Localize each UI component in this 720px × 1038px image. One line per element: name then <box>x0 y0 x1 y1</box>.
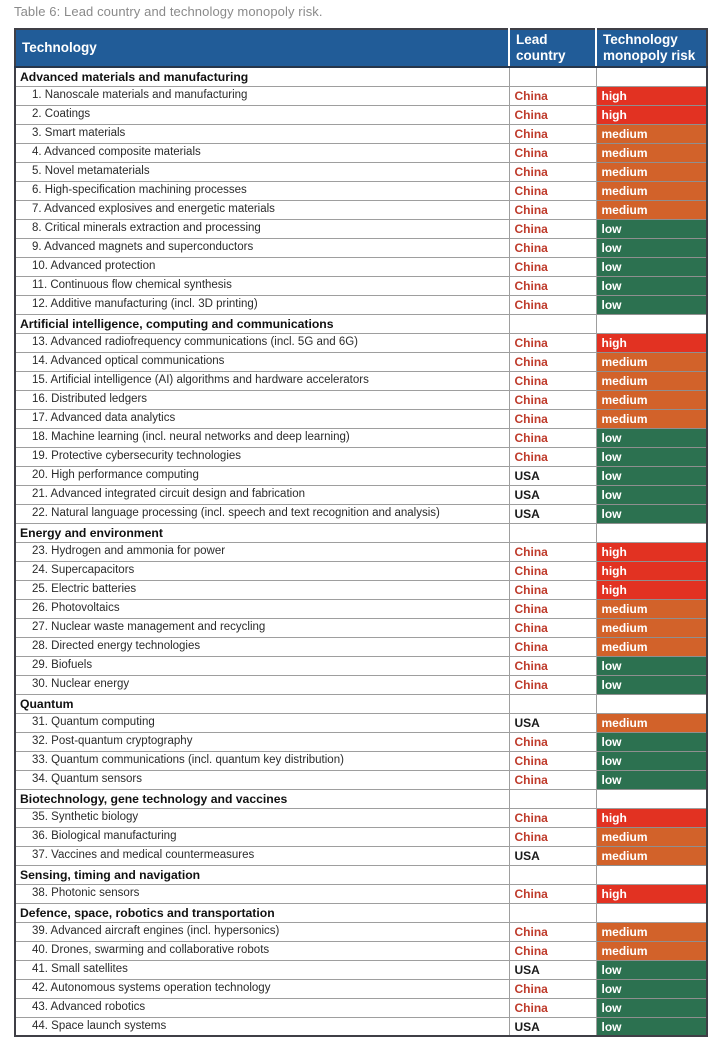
section-risk-empty-cell <box>596 67 707 86</box>
risk-cell: low <box>596 257 707 276</box>
table-row <box>15 466 707 485</box>
risk-cell: low <box>596 295 707 314</box>
table-row <box>15 713 707 732</box>
section-row <box>15 523 707 542</box>
table-row <box>15 675 707 694</box>
technology-cell: 6. High-specification machining processes <box>15 181 509 200</box>
technology-cell: 5. Novel metamaterials <box>15 162 509 181</box>
technology-cell: 21. Advanced integrated circuit design and fabrication <box>15 485 509 504</box>
technology-cell: 11. Continuous flow chemical synthesis <box>15 276 509 295</box>
lead-country-cell: China <box>509 561 596 580</box>
lead-country-cell: China <box>509 333 596 352</box>
table-row <box>15 827 707 846</box>
risk-cell: medium <box>596 352 707 371</box>
risk-cell: medium <box>596 181 707 200</box>
table-row <box>15 637 707 656</box>
lead-country-cell: China <box>509 618 596 637</box>
section-title: Sensing, timing and navigation <box>15 865 509 884</box>
table-row <box>15 295 707 314</box>
technology-cell: 31. Quantum computing <box>15 713 509 732</box>
technology-cell: 43. Advanced robotics <box>15 998 509 1017</box>
table-row <box>15 846 707 865</box>
risk-cell: medium <box>596 827 707 846</box>
table-row <box>15 276 707 295</box>
risk-cell: low <box>596 447 707 466</box>
technology-cell: 41. Small satellites <box>15 960 509 979</box>
section-row <box>15 67 707 86</box>
table-caption: Table 6: Lead country and technology monopoly risk. <box>14 4 323 19</box>
technology-cell: 30. Nuclear energy <box>15 675 509 694</box>
lead-country-cell: China <box>509 428 596 447</box>
technology-cell: 40. Drones, swarming and collaborative robots <box>15 941 509 960</box>
lead-country-cell: USA <box>509 960 596 979</box>
risk-cell: high <box>596 808 707 827</box>
table-row <box>15 808 707 827</box>
table-row <box>15 618 707 637</box>
risk-cell: high <box>596 561 707 580</box>
technology-cell: 2. Coatings <box>15 105 509 124</box>
risk-cell: low <box>596 656 707 675</box>
table-row <box>15 162 707 181</box>
section-country-empty-cell <box>509 67 596 86</box>
lead-country-cell: China <box>509 295 596 314</box>
risk-cell: low <box>596 428 707 447</box>
section-title: Artificial intelligence, computing and communications <box>15 314 509 333</box>
table-row <box>15 656 707 675</box>
lead-country-cell: China <box>509 941 596 960</box>
lead-country-cell: China <box>509 181 596 200</box>
table-row <box>15 333 707 352</box>
lead-country-cell: China <box>509 352 596 371</box>
risk-cell: low <box>596 998 707 1017</box>
section-country-empty-cell <box>509 865 596 884</box>
lead-country-cell: China <box>509 998 596 1017</box>
technology-cell: 33. Quantum communications (incl. quantum key distribution) <box>15 751 509 770</box>
technology-cell: 29. Biofuels <box>15 656 509 675</box>
table-row <box>15 352 707 371</box>
technology-cell: 25. Electric batteries <box>15 580 509 599</box>
technology-cell: 4. Advanced composite materials <box>15 143 509 162</box>
risk-cell: low <box>596 1017 707 1036</box>
risk-cell: medium <box>596 922 707 941</box>
risk-cell: medium <box>596 124 707 143</box>
section-row <box>15 694 707 713</box>
technology-cell: 24. Supercapacitors <box>15 561 509 580</box>
lead-country-cell: USA <box>509 485 596 504</box>
table-row <box>15 732 707 751</box>
risk-cell: low <box>596 485 707 504</box>
technology-cell: 20. High performance computing <box>15 466 509 485</box>
table-body <box>15 67 707 1036</box>
lead-country-cell: China <box>509 599 596 618</box>
risk-cell: medium <box>596 618 707 637</box>
technology-cell: 15. Artificial intelligence (AI) algorithms and hardware accelerators <box>15 371 509 390</box>
table-row <box>15 200 707 219</box>
risk-cell: medium <box>596 200 707 219</box>
technology-cell: 26. Photovoltaics <box>15 599 509 618</box>
technology-cell: 28. Directed energy technologies <box>15 637 509 656</box>
risk-cell: high <box>596 86 707 105</box>
lead-country-cell: China <box>509 124 596 143</box>
section-risk-empty-cell <box>596 865 707 884</box>
lead-country-cell: China <box>509 276 596 295</box>
lead-country-cell: China <box>509 162 596 181</box>
risk-cell: medium <box>596 599 707 618</box>
technology-cell: 19. Protective cybersecurity technologies <box>15 447 509 466</box>
header-monopoly-risk: Technology monopoly risk <box>596 29 707 67</box>
section-title: Defence, space, robotics and transportation <box>15 903 509 922</box>
lead-country-cell: China <box>509 770 596 789</box>
technology-cell: 7. Advanced explosives and energetic materials <box>15 200 509 219</box>
table-header <box>15 29 707 67</box>
section-risk-empty-cell <box>596 523 707 542</box>
header-row <box>15 29 707 67</box>
technology-cell: 38. Photonic sensors <box>15 884 509 903</box>
table-row <box>15 447 707 466</box>
table-row <box>15 238 707 257</box>
risk-cell: high <box>596 542 707 561</box>
lead-country-cell: China <box>509 219 596 238</box>
risk-cell: medium <box>596 162 707 181</box>
technology-cell: 12. Additive manufacturing (incl. 3D printing) <box>15 295 509 314</box>
risk-cell: low <box>596 238 707 257</box>
risk-cell: high <box>596 884 707 903</box>
technology-cell: 39. Advanced aircraft engines (incl. hypersonics) <box>15 922 509 941</box>
lead-country-cell: China <box>509 390 596 409</box>
risk-cell: low <box>596 770 707 789</box>
table-row <box>15 979 707 998</box>
technology-cell: 9. Advanced magnets and superconductors <box>15 238 509 257</box>
risk-cell: high <box>596 105 707 124</box>
table-row <box>15 599 707 618</box>
section-risk-empty-cell <box>596 694 707 713</box>
table-row <box>15 105 707 124</box>
technology-cell: 14. Advanced optical communications <box>15 352 509 371</box>
section-country-empty-cell <box>509 694 596 713</box>
table-row <box>15 542 707 561</box>
risk-cell: low <box>596 732 707 751</box>
table-row <box>15 884 707 903</box>
table-row <box>15 580 707 599</box>
section-country-empty-cell <box>509 789 596 808</box>
technology-cell: 17. Advanced data analytics <box>15 409 509 428</box>
lead-country-cell: China <box>509 200 596 219</box>
section-row <box>15 789 707 808</box>
table-row <box>15 181 707 200</box>
lead-country-cell: China <box>509 105 596 124</box>
lead-country-cell: China <box>509 675 596 694</box>
risk-cell: low <box>596 504 707 523</box>
table-row <box>15 86 707 105</box>
table-row <box>15 219 707 238</box>
lead-country-cell: China <box>509 238 596 257</box>
table-row <box>15 143 707 162</box>
header-lead-country: Lead country <box>509 29 596 67</box>
technology-cell: 36. Biological manufacturing <box>15 827 509 846</box>
technology-cell: 22. Natural language processing (incl. speech and text recognition and analysis) <box>15 504 509 523</box>
technology-cell: 27. Nuclear waste management and recycling <box>15 618 509 637</box>
risk-cell: low <box>596 276 707 295</box>
risk-cell: medium <box>596 713 707 732</box>
lead-country-cell: China <box>509 86 596 105</box>
section-row <box>15 865 707 884</box>
lead-country-cell: China <box>509 257 596 276</box>
table-row <box>15 998 707 1017</box>
risk-cell: low <box>596 960 707 979</box>
section-risk-empty-cell <box>596 314 707 333</box>
section-title: Biotechnology, gene technology and vaccines <box>15 789 509 808</box>
technology-cell: 13. Advanced radiofrequency communications (incl. 5G and 6G) <box>15 333 509 352</box>
header-technology: Technology <box>15 29 509 67</box>
table-row <box>15 960 707 979</box>
table-row <box>15 409 707 428</box>
section-title: Energy and environment <box>15 523 509 542</box>
table-row <box>15 257 707 276</box>
lead-country-cell: China <box>509 884 596 903</box>
lead-country-cell: China <box>509 580 596 599</box>
lead-country-cell: China <box>509 732 596 751</box>
lead-country-cell: China <box>509 979 596 998</box>
risk-cell: low <box>596 979 707 998</box>
section-title: Quantum <box>15 694 509 713</box>
risk-cell: low <box>596 751 707 770</box>
section-country-empty-cell <box>509 523 596 542</box>
section-title: Advanced materials and manufacturing <box>15 67 509 86</box>
lead-country-cell: USA <box>509 1017 596 1036</box>
technology-cell: 3. Smart materials <box>15 124 509 143</box>
lead-country-cell: China <box>509 827 596 846</box>
risk-cell: medium <box>596 143 707 162</box>
section-country-empty-cell <box>509 903 596 922</box>
risk-cell: medium <box>596 846 707 865</box>
table-row <box>15 941 707 960</box>
technology-cell: 44. Space launch systems <box>15 1017 509 1036</box>
section-row <box>15 314 707 333</box>
lead-country-cell: China <box>509 409 596 428</box>
technology-cell: 18. Machine learning (incl. neural networks and deep learning) <box>15 428 509 447</box>
section-risk-empty-cell <box>596 903 707 922</box>
table-row <box>15 428 707 447</box>
technology-cell: 16. Distributed ledgers <box>15 390 509 409</box>
technology-cell: 8. Critical minerals extraction and processing <box>15 219 509 238</box>
lead-country-cell: China <box>509 371 596 390</box>
table-row <box>15 561 707 580</box>
technology-cell: 10. Advanced protection <box>15 257 509 276</box>
lead-country-cell: China <box>509 542 596 561</box>
monopoly-risk-table <box>14 28 708 1037</box>
lead-country-cell: China <box>509 656 596 675</box>
risk-cell: medium <box>596 637 707 656</box>
table-row <box>15 124 707 143</box>
risk-cell: low <box>596 466 707 485</box>
section-risk-empty-cell <box>596 789 707 808</box>
risk-cell: high <box>596 580 707 599</box>
table-row <box>15 485 707 504</box>
lead-country-cell: USA <box>509 713 596 732</box>
lead-country-cell: USA <box>509 466 596 485</box>
technology-cell: 1. Nanoscale materials and manufacturing <box>15 86 509 105</box>
lead-country-cell: China <box>509 808 596 827</box>
lead-country-cell: China <box>509 143 596 162</box>
risk-cell: low <box>596 219 707 238</box>
lead-country-cell: USA <box>509 504 596 523</box>
table-row <box>15 770 707 789</box>
risk-cell: medium <box>596 390 707 409</box>
risk-cell: high <box>596 333 707 352</box>
table-row <box>15 751 707 770</box>
table-row <box>15 922 707 941</box>
technology-cell: 34. Quantum sensors <box>15 770 509 789</box>
table-row <box>15 504 707 523</box>
table-row <box>15 1017 707 1036</box>
technology-cell: 32. Post-quantum cryptography <box>15 732 509 751</box>
table-row <box>15 371 707 390</box>
risk-cell: medium <box>596 409 707 428</box>
technology-cell: 37. Vaccines and medical countermeasures <box>15 846 509 865</box>
technology-cell: 35. Synthetic biology <box>15 808 509 827</box>
lead-country-cell: USA <box>509 846 596 865</box>
lead-country-cell: China <box>509 922 596 941</box>
section-country-empty-cell <box>509 314 596 333</box>
lead-country-cell: China <box>509 637 596 656</box>
technology-cell: 42. Autonomous systems operation technology <box>15 979 509 998</box>
risk-cell: medium <box>596 371 707 390</box>
risk-cell: low <box>596 675 707 694</box>
section-row <box>15 903 707 922</box>
lead-country-cell: China <box>509 447 596 466</box>
technology-cell: 23. Hydrogen and ammonia for power <box>15 542 509 561</box>
lead-country-cell: China <box>509 751 596 770</box>
risk-cell: medium <box>596 941 707 960</box>
table-row <box>15 390 707 409</box>
